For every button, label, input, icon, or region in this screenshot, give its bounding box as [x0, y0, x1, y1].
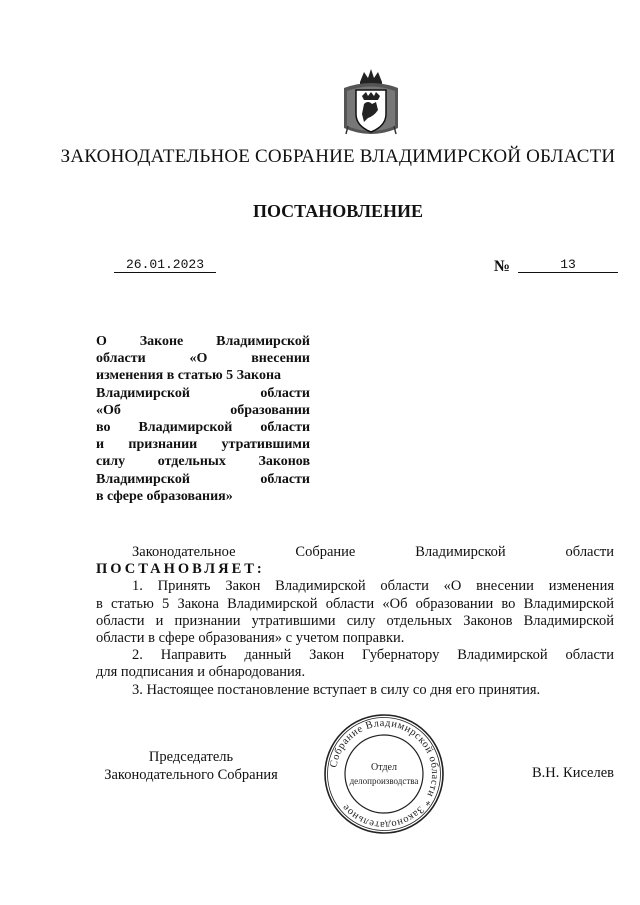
intro-line	[96, 544, 614, 561]
subject-word: «Об	[96, 402, 121, 418]
item1-line: в статью 5 Закона Владимирской области «Об образовании во Владимирской	[96, 595, 614, 612]
subject-word: области	[260, 420, 311, 436]
subject-line	[96, 488, 310, 505]
subject-word: образовании	[230, 402, 310, 418]
subject-line	[96, 333, 310, 350]
intro-word: Владимирской	[415, 544, 506, 560]
organization-title: ЗАКОНОДАТЕЛЬНОЕ СОБРАНИЕ ВЛАДИМИРСКОЙ ОБЛАСТИ	[60, 146, 616, 167]
office-seal-stamp	[322, 712, 446, 836]
subject-word: Законов	[258, 454, 311, 470]
intro-word: области	[565, 544, 615, 560]
subject-word: в сфере образования»	[96, 488, 233, 504]
intro-word: Законодательное	[132, 544, 236, 560]
subject-word: и	[96, 437, 105, 453]
document-type: ПОСТАНОВЛЕНИЕ	[252, 201, 424, 221]
subject-line	[96, 385, 310, 402]
subject-word: Владимирской	[138, 420, 233, 436]
coat-of-arms-icon	[338, 66, 404, 138]
subject-line	[96, 367, 310, 384]
position-line: Председатель	[148, 749, 234, 765]
subject-line	[96, 350, 310, 367]
subject-word: области	[96, 351, 146, 367]
decree-word: ПОСТАНОВЛЯЕТ:	[96, 561, 265, 578]
seal-inner-line: делопроизводства	[349, 776, 419, 786]
subject-word: Владимирской	[216, 334, 311, 349]
subject-word: силу	[96, 454, 126, 470]
subject-word: Законе	[139, 334, 184, 349]
subject-word: отдельных	[157, 454, 226, 470]
subject-word: области	[260, 385, 310, 401]
document-body	[96, 544, 614, 699]
seal-inner-line: Отдел	[371, 762, 397, 773]
subject-word: признании	[128, 437, 198, 453]
signatory-name: В.Н. Киселев	[532, 765, 615, 781]
subject-word: Владимирской	[96, 385, 190, 401]
item1-line: области и признании утратившими силу отдельных Законов Владимирской	[96, 612, 614, 629]
item3-line: 3. Настоящее постановление вступает в силу со дня его принятия.	[132, 681, 541, 698]
subject-word: «О	[189, 351, 208, 367]
item1-line: 1. Принять Закон Владимирской области «О внесении изменения	[132, 578, 614, 595]
position-line: Законодательного Собрания	[104, 767, 278, 783]
item2-line: для подписания и обнародования.	[96, 664, 306, 681]
intro-word: Собрание	[295, 544, 356, 560]
item1-line: области в сфере образования» с учетом поправки.	[96, 630, 405, 647]
document-subject	[96, 333, 310, 505]
subject-line	[96, 402, 310, 419]
document-number: 13	[518, 257, 618, 273]
item2-line: 2. Направить данный Закон Губернатору Владимирской области	[132, 647, 614, 664]
seal-ring-text: Собрание Владимирской области * Законодательное	[328, 717, 441, 831]
subject-word: изменения в статью 5 Закона	[96, 368, 282, 384]
subject-word: во	[96, 420, 111, 436]
subject-word: Владимирской	[96, 471, 190, 487]
subject-line	[96, 453, 310, 470]
subject-word: утратившими	[221, 437, 311, 453]
subject-line	[96, 436, 310, 453]
subject-line	[96, 419, 310, 436]
subject-word: области	[260, 471, 310, 487]
subject-word: О	[96, 334, 107, 349]
document-date: 26.01.2023	[114, 257, 216, 273]
number-sign: №	[494, 258, 511, 275]
subject-word: внесении	[251, 351, 310, 367]
signatory-position	[96, 748, 286, 784]
subject-line	[96, 471, 310, 488]
